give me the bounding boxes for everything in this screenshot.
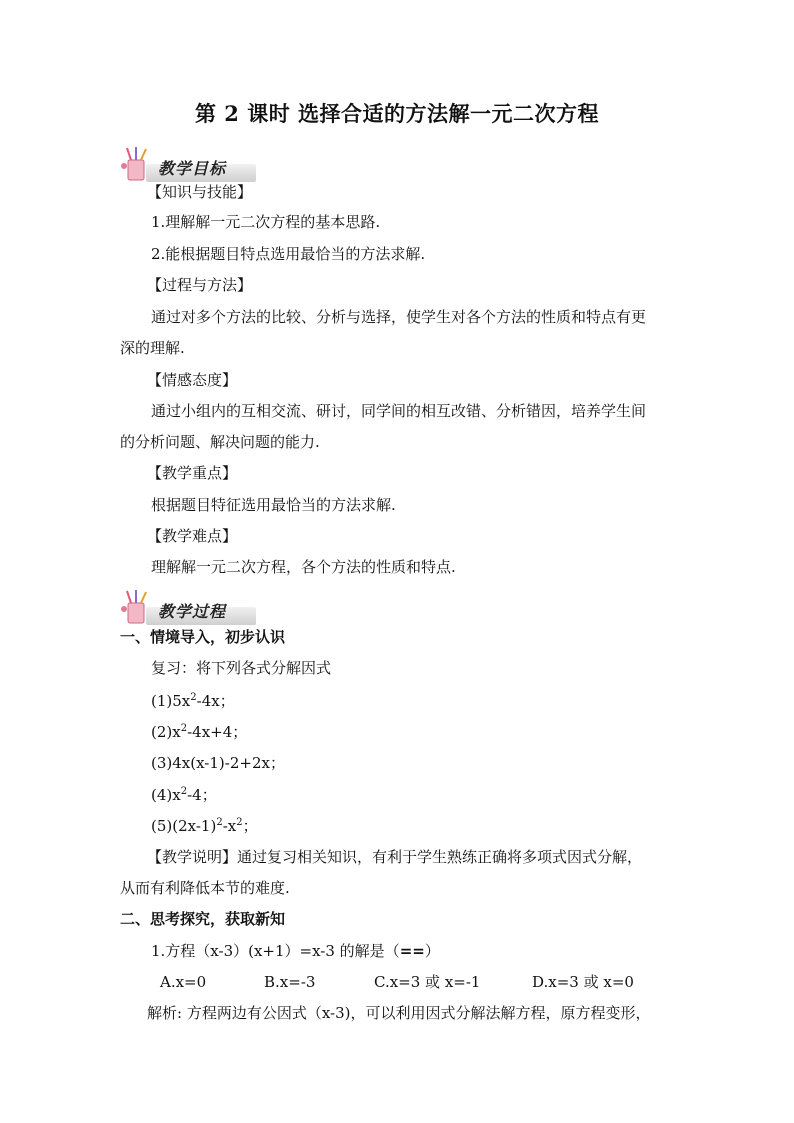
- focus-text: 根据题目特征选用最恰当的方法求解.: [151, 496, 396, 514]
- part2-heading: 二、思考探究，获取新知: [120, 910, 286, 928]
- difficulty-text: 理解解一元二次方程，各个方法的性质和特点.: [151, 558, 456, 576]
- option-a: A.x=0: [160, 973, 207, 991]
- process-text-2: 深的理解.: [120, 339, 185, 357]
- part1-heading: 一、情境导入，初步认识: [120, 628, 286, 646]
- option-b: B.x=-3: [264, 973, 316, 991]
- review-item-1: $(1)5x^2-4x$；: [151, 692, 235, 710]
- teaching-note-2: 从而有利降低本节的难度.: [120, 879, 290, 897]
- banner-label: 教学目标: [158, 159, 227, 178]
- option-c: C.x=3 或 x=-1: [374, 973, 481, 991]
- banner-label: 教学过程: [158, 602, 227, 621]
- section-banner-objectives: [120, 146, 255, 184]
- knowledge-item-2: 2.能根据题目特点选用最恰当的方法求解.: [151, 245, 426, 263]
- process-heading: 【过程与方法】: [147, 276, 253, 294]
- knowledge-heading: 【知识与技能】: [147, 183, 253, 201]
- process-text-1: 通过对多个方法的比较、分析与选择，使学生对各个方法的性质和特点有更: [151, 308, 647, 326]
- section-banner-process: [120, 589, 255, 627]
- emotion-heading: 【情感态度】: [147, 371, 238, 389]
- analysis-text: 解析: 方程两边有公因式（x-3)，可以利用因式分解法解方程，原方程变形，: [147, 1004, 651, 1022]
- answer-blank: ==: [399, 942, 425, 960]
- emotion-text-2: 的分析问题、解决问题的能力.: [120, 433, 320, 451]
- page-title: 第 2 课时 选择合适的方法解一元二次方程: [194, 101, 600, 126]
- review-text: 复习：将下列各式分解因式: [151, 659, 332, 677]
- option-d: D.x=3 或 x=0: [532, 973, 634, 991]
- emotion-text-1: 通过小组内的互相交流、研讨，同学间的相互改错、分析错因，培养学生间: [151, 402, 647, 420]
- review-item-2: $(2)x^2-4x+4$；: [151, 723, 248, 741]
- review-item-5: $(5)(2x-1)^2-x^2$；: [151, 817, 258, 835]
- difficulty-heading: 【教学难点】: [147, 527, 238, 545]
- teaching-note-1: 【教学说明】通过复习相关知识，有利于学生熟练正确将多项式因式分解，: [147, 848, 643, 866]
- question-1: 1.方程（x-3）(x+1）=x-3 的解是（==）: [151, 942, 440, 960]
- review-item-3: (3)4x(x-1)-2+2x；: [151, 754, 285, 772]
- focus-heading: 【教学重点】: [147, 464, 238, 482]
- knowledge-item-1: 1.理解解一元二次方程的基本思路.: [151, 213, 381, 231]
- review-item-4: $(4)x^2-4$；: [151, 786, 217, 804]
